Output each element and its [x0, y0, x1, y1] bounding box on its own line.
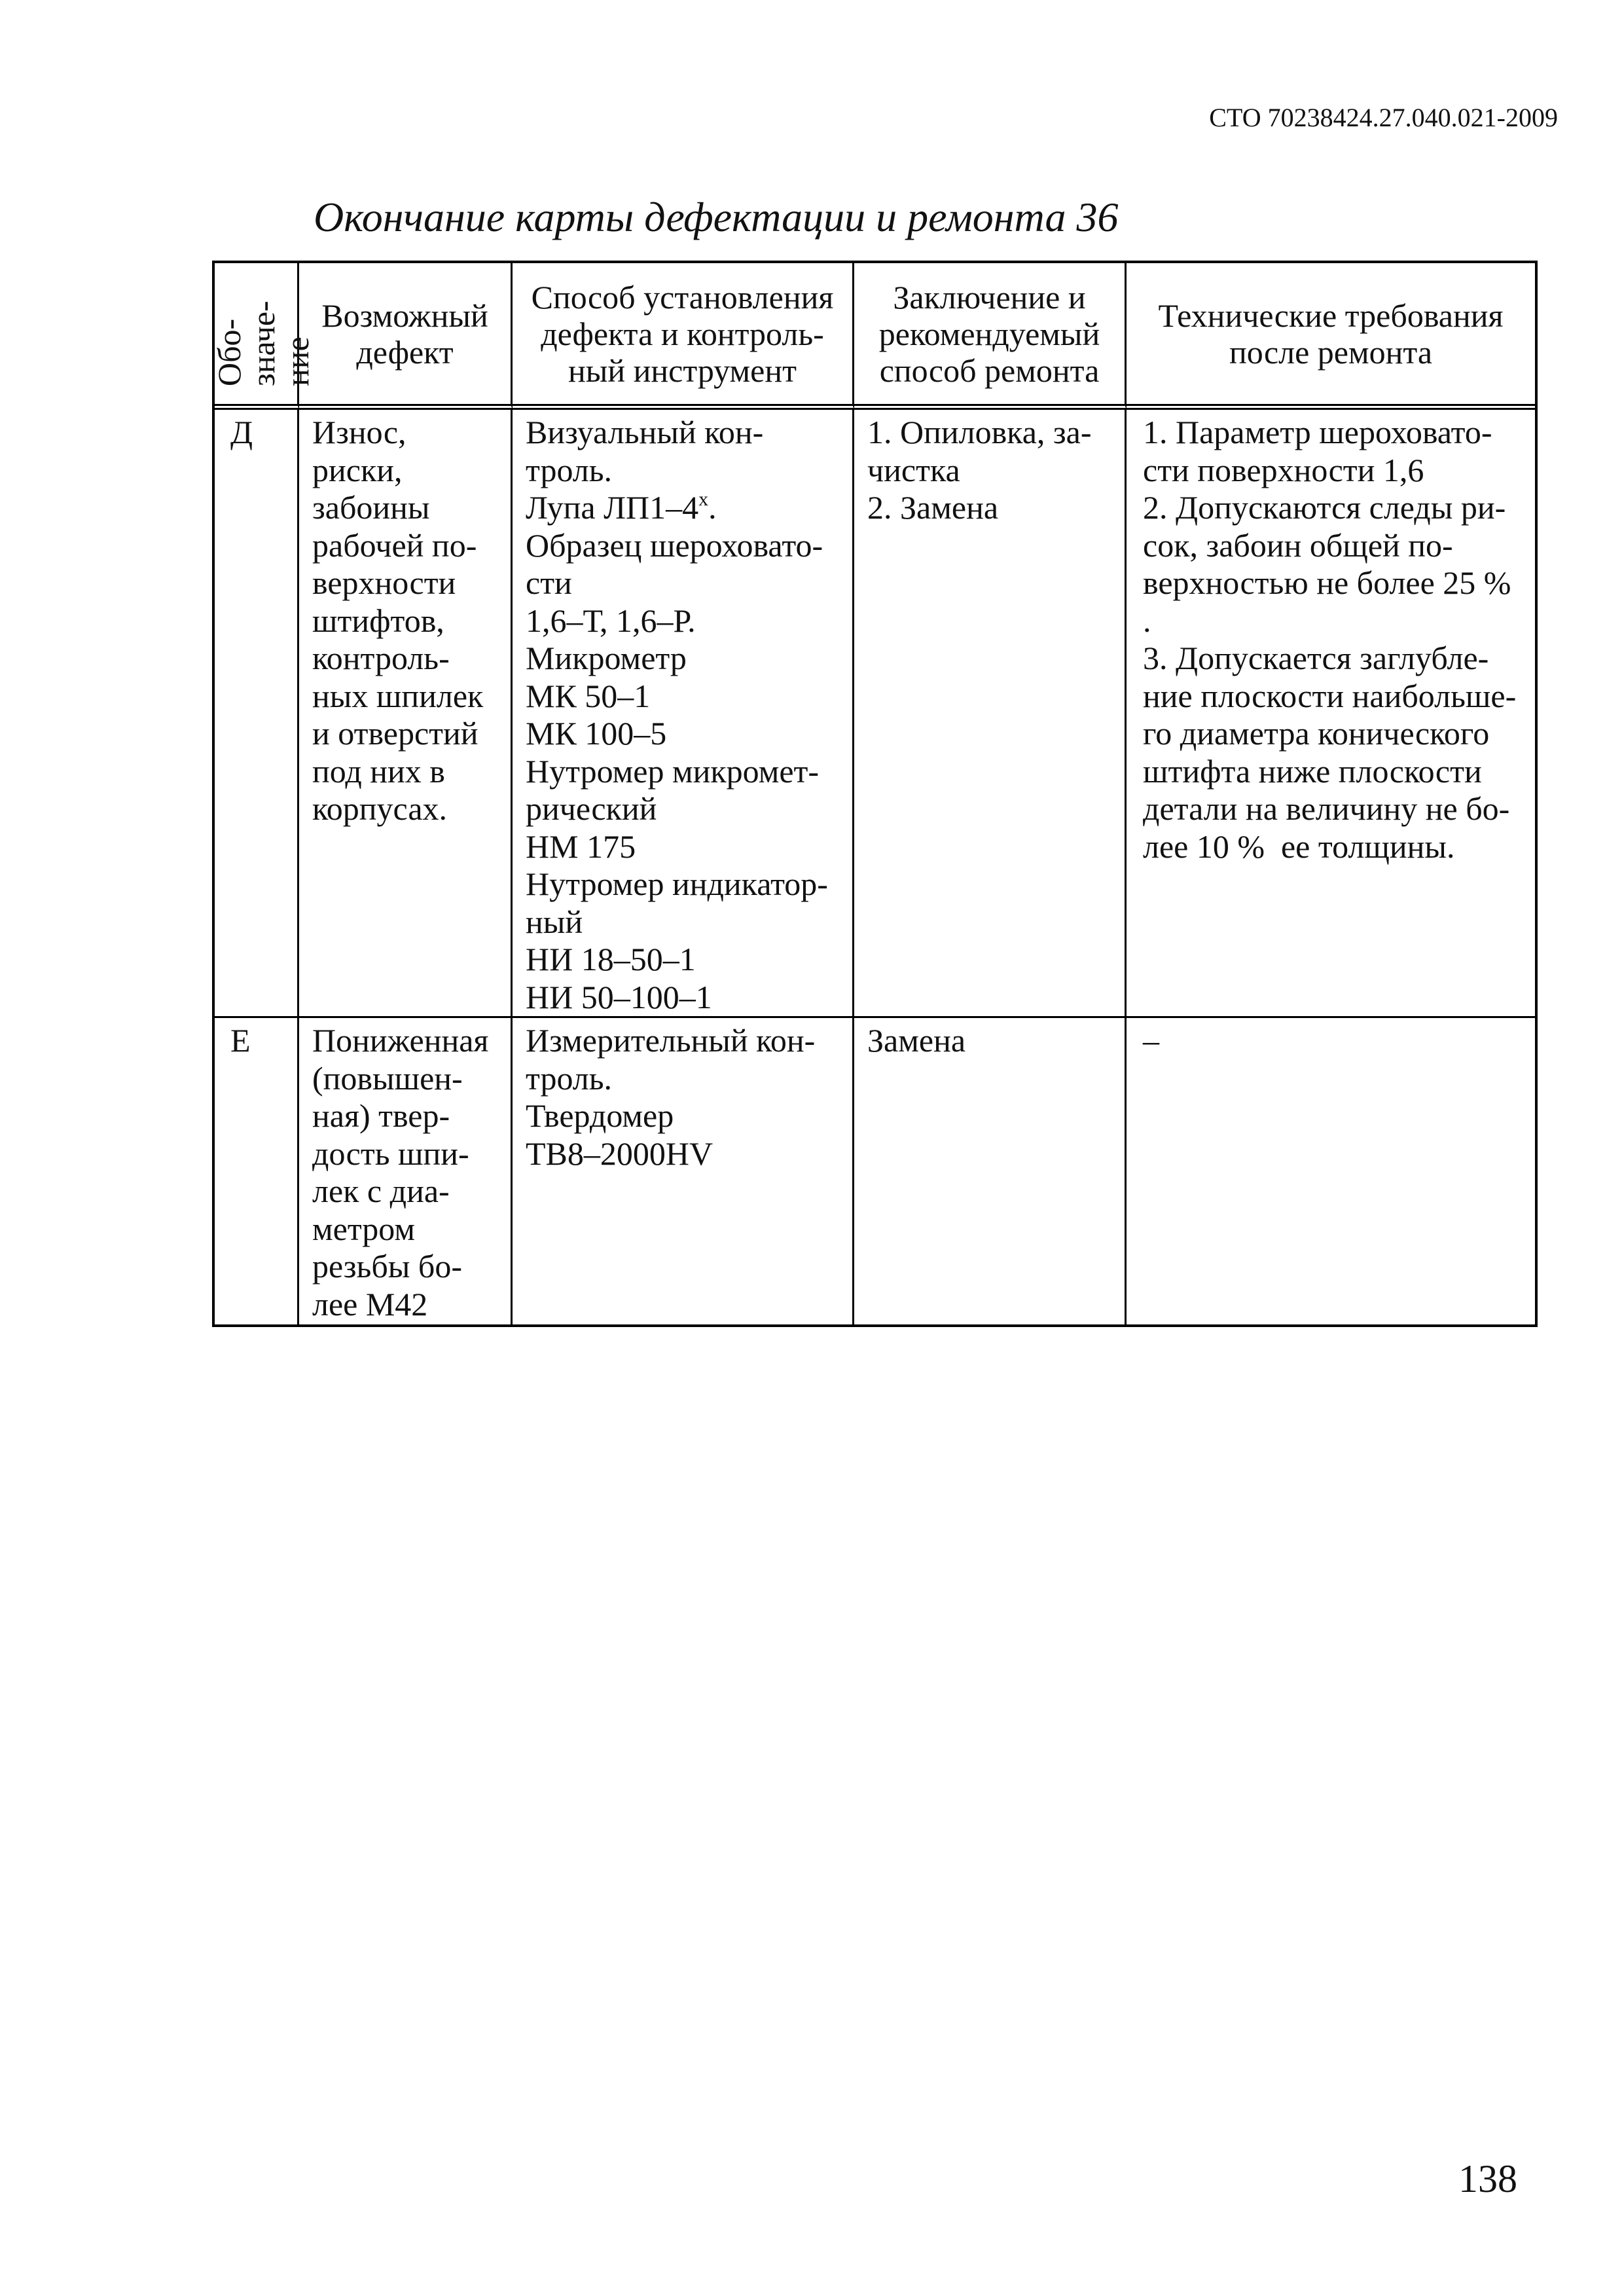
requirements-line: 3. Допускается заглубле-: [1143, 640, 1489, 676]
conclusion-line: чистка: [867, 451, 960, 488]
table-caption: Окончание карты дефектации и ремонта 36: [314, 194, 1119, 240]
defect-description-line: контроль-: [312, 640, 450, 676]
requirements-line: ние плоскости наибольше-: [1143, 677, 1517, 714]
defect-code-cell: [215, 1018, 299, 1324]
header-line: после ремонта: [1229, 333, 1433, 371]
page-number: 138: [1458, 2157, 1517, 2200]
defect-description-line: штифтов,: [312, 602, 444, 639]
defect-description-line: ная) твер-: [312, 1097, 450, 1134]
defect-description-line: Износ,: [312, 414, 406, 450]
defect-description-line: метром: [312, 1210, 415, 1247]
conclusion-cell: [854, 410, 1127, 1018]
header-designation: [211, 263, 316, 410]
inspection-method-text: Лупа ЛП1–4: [526, 489, 699, 526]
defect-description-line: лее М42: [312, 1285, 428, 1322]
header-line: рекомендуемый: [878, 315, 1100, 352]
conclusion-line: 1. Опиловка, за-: [867, 414, 1092, 450]
header-requirements: [1127, 263, 1535, 410]
inspection-method-line: НИ 50–100–1: [526, 978, 712, 1015]
defect-description-line: под них в: [312, 752, 445, 790]
inspection-method-line: троль.: [526, 451, 613, 488]
defect-repair-table: [212, 261, 1538, 1327]
header-possible-defect: [299, 263, 513, 410]
requirements-line: сти поверхности 1,6: [1143, 451, 1424, 488]
header-inspection-method: [513, 263, 854, 410]
header-line: дефекта и контроль-: [541, 315, 824, 352]
requirements-line: 2. Допускаются следы ри-: [1143, 489, 1506, 526]
inspection-method-line: Визуальный кон-: [526, 414, 764, 450]
defect-description-line: забоины: [312, 489, 430, 526]
inspection-method-line: сти: [526, 564, 572, 601]
requirements-line: .: [1143, 602, 1151, 639]
defect-description-line: рабочей по-: [312, 526, 477, 564]
defect-code-cell: [215, 410, 299, 1018]
conclusion-cell: [854, 1018, 1127, 1324]
requirements-line: штифта ниже плоскости: [1143, 752, 1482, 790]
header-line: Технические требования: [1158, 297, 1504, 334]
requirements-line: лее 10 % ее толщины.: [1143, 828, 1455, 865]
defect-description-line: и отверстий: [312, 715, 478, 752]
document-code: СТО 70238424.27.040.021-2009: [1209, 103, 1558, 132]
inspection-method-line: Образец шероховато-: [526, 526, 823, 564]
inspection-method-line: МК 100–5: [526, 715, 667, 752]
header-line: Обо-: [211, 318, 247, 386]
defect-description-line: дость шпи-: [312, 1135, 469, 1172]
inspection-method-line: Нутромер индикатор-: [526, 866, 828, 902]
requirements-line: 1. Параметр шероховато-: [1143, 414, 1492, 450]
conclusion-line: Замена: [867, 1022, 966, 1059]
inspection-method-line: Нутромер микромет-: [526, 752, 820, 790]
defect-description-line: ных шпилек: [312, 677, 484, 714]
header-line: способ ремонта: [879, 352, 1100, 389]
header-line: ный инструмент: [568, 352, 797, 389]
inspection-method-line: Микрометр: [526, 640, 687, 676]
defect-description-cell: [299, 410, 513, 1018]
defect-description-line: лек с диа-: [312, 1173, 450, 1209]
inspection-method-line: МК 50–1: [526, 677, 651, 714]
requirements-cell: [1127, 410, 1535, 1018]
requirements-line: –: [1143, 1022, 1159, 1059]
header-line: дефект: [356, 333, 454, 371]
header-conclusion: [854, 263, 1127, 410]
inspection-method-line: рический: [526, 790, 657, 827]
magnification-superscript: х: [698, 488, 709, 510]
defect-description-line: (повышен-: [312, 1059, 463, 1097]
defect-description-line: риски,: [312, 451, 403, 488]
inspection-method-line: ный: [526, 903, 583, 940]
inspection-method-line: НМ 175: [526, 828, 636, 865]
header-line: Заключение и: [893, 278, 1086, 316]
header-line: значе-: [245, 301, 281, 386]
defect-description-line: верхности: [312, 564, 456, 601]
header-line: ние: [279, 337, 316, 386]
inspection-method-line: Твердомер: [526, 1097, 674, 1134]
inspection-method-line: 1,6–Т, 1,6–Р.: [526, 602, 696, 639]
inspection-method-line: ТВ8–2000HV: [526, 1135, 713, 1172]
requirements-cell: [1127, 1018, 1535, 1324]
inspection-method-line: [526, 489, 852, 527]
requirements-line: детали на величину не бо-: [1143, 790, 1510, 827]
inspection-method-line: Измерительный кон-: [526, 1022, 816, 1059]
requirements-line: го диаметра конического: [1143, 715, 1490, 752]
conclusion-line: 2. Замена: [867, 489, 999, 526]
header-line: Возможный: [321, 297, 488, 334]
inspection-method-line: троль.: [526, 1059, 613, 1097]
requirements-line: сок, забоин общей по-: [1143, 526, 1453, 564]
defect-description-line: корпусах.: [312, 790, 448, 827]
defect-code: Д: [230, 414, 253, 450]
defect-description-line: Пониженная: [312, 1022, 489, 1059]
requirements-line: верхностью не более 25 %: [1143, 564, 1511, 601]
defect-description-cell: [299, 1018, 513, 1324]
inspection-method-line: НИ 18–50–1: [526, 941, 696, 977]
inspection-method-cell: [513, 410, 854, 1018]
header-line: Способ установления: [531, 278, 834, 316]
defect-description-line: резьбы бо-: [312, 1248, 462, 1285]
inspection-method-text: .: [708, 489, 717, 526]
defect-code: Е: [230, 1022, 251, 1059]
inspection-method-cell: [513, 1018, 854, 1324]
